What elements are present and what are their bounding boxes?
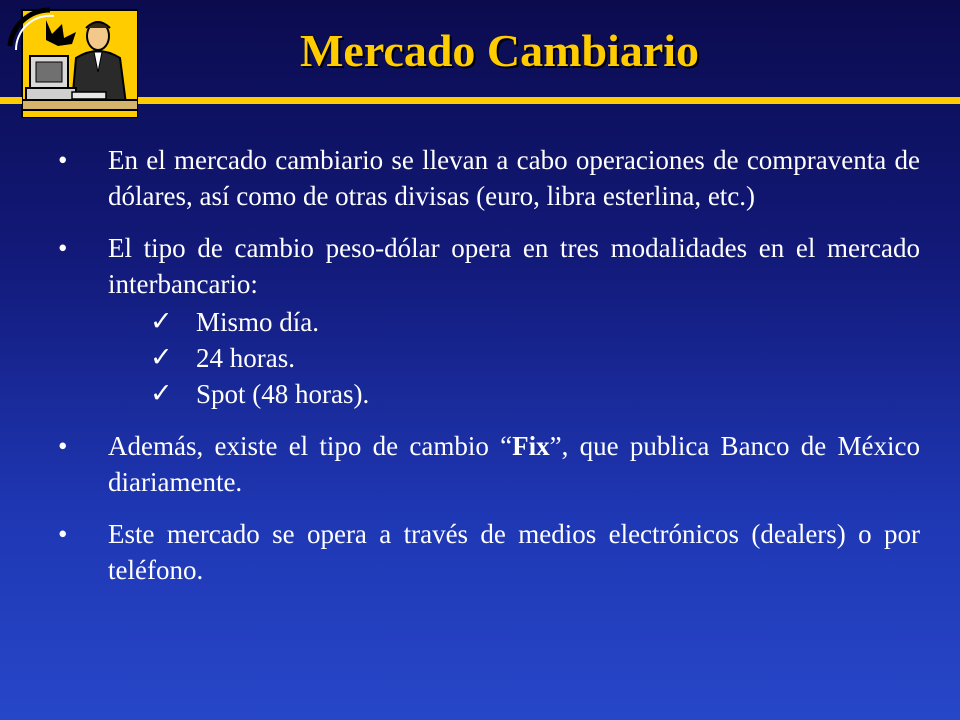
bullet-item: [0, 516, 960, 588]
bullet-item: [0, 428, 960, 500]
bullet-marker: •: [58, 233, 68, 263]
slide-title: Mercado Cambiario: [300, 25, 700, 76]
slide-content: [0, 142, 960, 604]
bullet-marker: •: [58, 145, 68, 175]
sub-list: [0, 304, 960, 412]
header-rule: [138, 97, 960, 104]
sub-item-text: Mismo día.: [196, 307, 320, 337]
bullet-marker: •: [58, 431, 68, 461]
checkmark-icon: ✓: [150, 342, 173, 373]
sub-list-item: [0, 340, 960, 376]
bullet-item: [0, 142, 960, 214]
sub-list-item: [0, 304, 960, 340]
bullet-text: Este mercado se opera a través de medios electrónicos (dealers) o por teléfono.: [108, 519, 920, 585]
bullet-text-after: ”, que publica Banco de México diariamente.: [108, 431, 920, 497]
bullet-text: [108, 428, 920, 500]
checkmark-icon: ✓: [150, 378, 173, 409]
fix-term: Fix: [512, 431, 550, 461]
bullet-item: [0, 230, 960, 302]
bullet-text: El tipo de cambio peso-dólar opera en tres modalidades en el mercado interbancario:: [108, 233, 920, 299]
bullet-text-before: Además, existe el tipo de cambio “: [108, 431, 513, 461]
trader-at-computer-logo-icon: [6, 6, 138, 118]
sub-item-text: Spot (48 horas).: [196, 379, 370, 409]
sub-list-item: [0, 376, 960, 412]
header-rule-left: [0, 97, 22, 104]
sub-item-text: 24 horas.: [196, 343, 295, 373]
bullet-text: En el mercado cambiario se llevan a cabo operaciones de compraventa de dólares, así como de otras divisas (euro, libra esterlina, etc.): [108, 145, 920, 211]
checkmark-icon: ✓: [150, 306, 173, 337]
bullet-marker: •: [58, 519, 68, 549]
